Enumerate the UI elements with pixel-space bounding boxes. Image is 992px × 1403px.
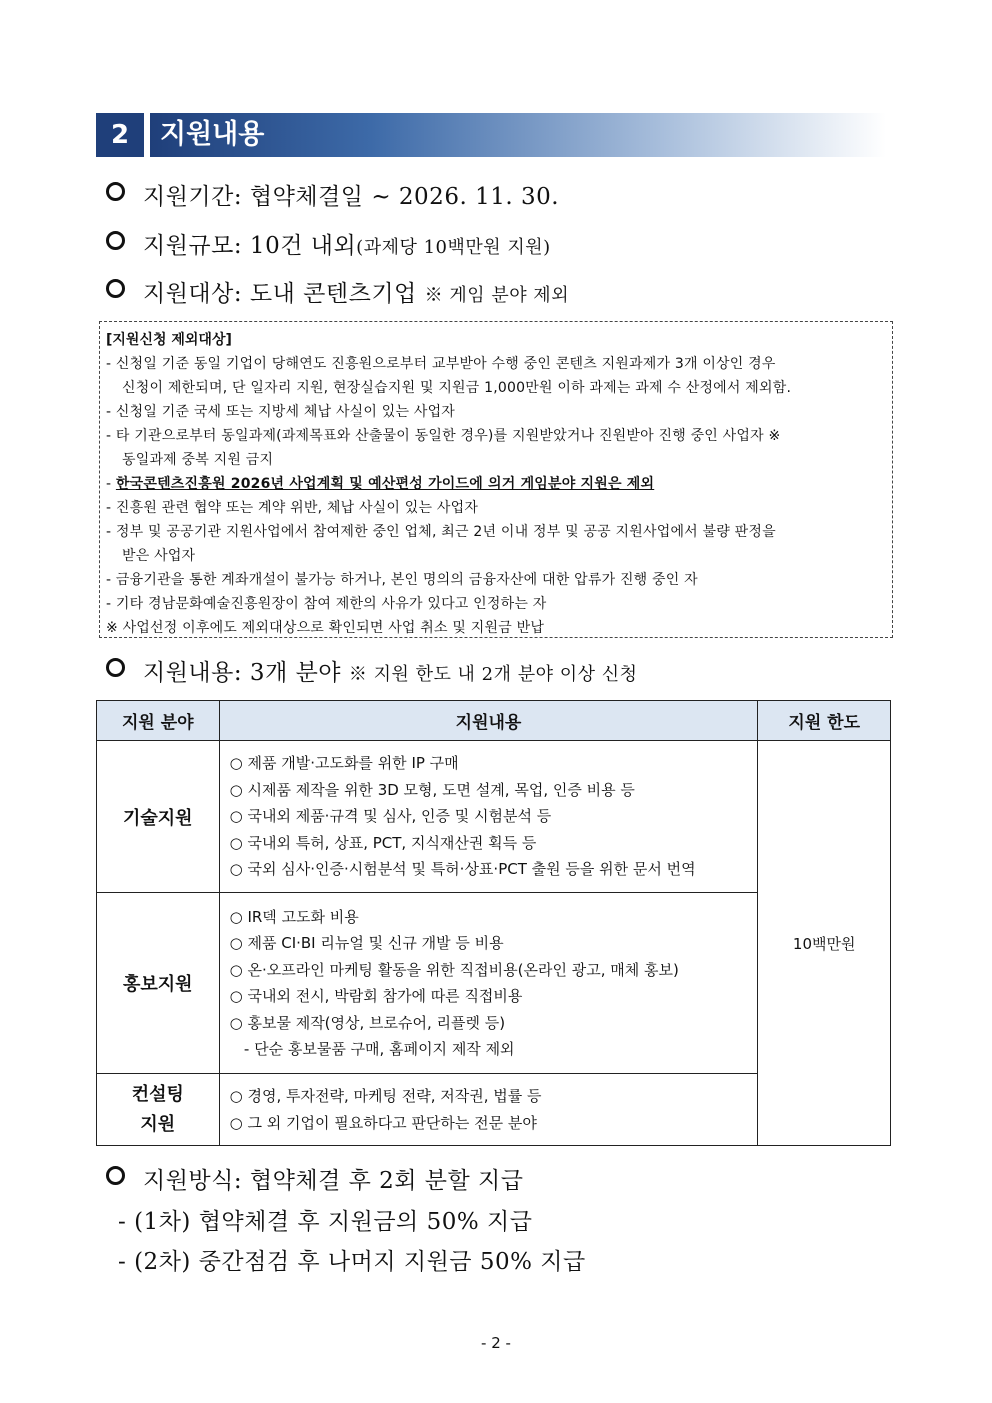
circle-bullet-icon <box>106 231 125 250</box>
bullet-content <box>106 654 638 687</box>
scale-text: 지원규모: 10건 내외 <box>143 233 357 259</box>
support-limit: 10백만원 <box>758 741 891 1146</box>
category-line: 컨설팅 <box>131 1083 184 1105</box>
category-tech: 기술지원 <box>97 741 220 893</box>
category-line: 지원 <box>140 1113 176 1135</box>
bullet-method <box>106 1162 524 1195</box>
items-consulting <box>219 1074 758 1146</box>
header-category: 지원 분야 <box>97 701 220 741</box>
content-note: ※ 지원 한도 내 2개 분야 이상 신청 <box>348 664 638 685</box>
exclusion-line: - 금융기관을 통한 계좌개설이 불가능 하거나, 본인 명의의 금융자산에 대한 압류가 진행 중인 자 <box>106 572 698 588</box>
bullet-scale <box>106 227 551 260</box>
list-item: ○ 국내외 특허, 상표, PCT, 지식재산권 획득 등 <box>229 833 537 852</box>
header-limit: 지원 한도 <box>758 701 891 741</box>
exclusion-line: 신청이 제한되며, 단 일자리 지원, 현장실습지원 및 지원금 1,000만원 이하 과제는 과제 수 산정에서 제외함. <box>122 380 792 396</box>
support-table <box>96 700 891 1146</box>
exclusion-line: - 신청일 기준 국세 또는 지방세 체납 사실이 있는 사업자 <box>106 404 456 420</box>
items-promo <box>219 893 758 1074</box>
bullet-period <box>106 178 559 211</box>
list-item: ○ 홍보물 제작(영상, 브로슈어, 리플렛 등) <box>229 1013 506 1032</box>
exclusion-line: - 타 기관으로부터 동일과제(과제목표와 산출물이 동일한 경우)를 지원받았거나 진원받아 진행 중인 사업자 ※ <box>106 428 781 444</box>
items-tech <box>219 741 758 893</box>
exclusion-line: - 기타 경남문화예술진흥원장이 참여 제한의 사유가 있다고 인정하는 자 <box>106 596 547 612</box>
circle-bullet-icon <box>106 182 125 201</box>
exclusion-line: ※ 사업선정 이후에도 제외대상으로 확인되면 사업 취소 및 지원금 반납 <box>106 620 545 636</box>
exclusion-line: 동일과제 중복 지원 금지 <box>122 452 274 468</box>
list-item: ○ 시제품 제작을 위한 3D 모형, 도면 설계, 목업, 인증 비용 등 <box>229 780 635 799</box>
target-text: 지원대상: 도내 콘텐츠기업 <box>143 281 417 307</box>
payment-step-2: - (2차) 중간점검 후 나머지 지원금 50% 지급 <box>118 1249 586 1275</box>
list-item: ○ IR덱 고도화 비용 <box>229 907 359 926</box>
exclusion-line: - 정부 및 공공기관 지원사업에서 참여제한 중인 업체, 최근 2년 이내 정부 및 공공 지원사업에서 불량 판정을 <box>106 524 776 540</box>
payment-step-1: - (1차) 협약체결 후 지원금의 50% 지급 <box>118 1209 533 1235</box>
exclusion-line: - 신청일 기준 동일 기업이 당해연도 진흥원으로부터 교부받아 수행 중인 콘텐츠 지원과제가 3개 이상인 경우 <box>106 356 776 372</box>
scale-note: (과제당 10백만원 지원) <box>356 237 551 258</box>
section-number: 2 <box>96 113 144 157</box>
circle-bullet-icon <box>106 658 125 677</box>
list-item: ○ 제품 개발·고도화를 위한 IP 구매 <box>229 754 459 773</box>
page-number: - 2 - <box>481 1334 511 1352</box>
category-promo: 홍보지원 <box>97 893 220 1074</box>
category-consulting <box>97 1074 220 1146</box>
list-item: ○ 국내외 전시, 박람회 참가에 따른 직접비용 <box>229 987 523 1005</box>
method-text: 지원방식: 협약체결 후 2회 분할 지급 <box>143 1168 524 1194</box>
exclusion-line: - 진흥원 관련 협약 또는 계약 위반, 체납 사실이 있는 사업자 <box>106 500 479 516</box>
period-text: 지원기간: 협약체결일 ~ 2026. 11. 30. <box>143 184 560 210</box>
circle-bullet-icon <box>106 279 125 298</box>
section-heading <box>96 113 886 157</box>
list-item: ○ 경영, 투자전략, 마케팅 전략, 저작권, 법률 등 <box>229 1087 542 1105</box>
target-note: ※ 게임 분야 제외 <box>424 285 570 306</box>
list-item: - 단순 홍보물품 구매, 홈페이지 제작 제외 <box>229 1040 515 1058</box>
list-item: ○ 제품 CI·BI 리뉴얼 및 신규 개발 등 비용 <box>229 934 504 952</box>
list-item: ○ 온·오프라인 마케팅 활동을 위한 직접비용(온라인 광고, 매체 홍보) <box>229 960 679 979</box>
dash: - <box>106 476 116 492</box>
header-content: 지원내용 <box>219 701 758 741</box>
section-title: 지원내용 <box>150 113 886 157</box>
bullet-target <box>106 275 569 308</box>
list-item: ○ 국외 심사·인증·시험분석 및 특허·상표·PCT 출원 등을 위한 문서 번역 <box>229 860 696 879</box>
content-text: 지원내용: 3개 분야 <box>143 660 342 686</box>
table-row <box>97 741 891 893</box>
list-item: ○ 그 외 기업이 필요하다고 판단하는 전문 분야 <box>229 1113 537 1132</box>
exclusion-title: [지원신청 제외대상] <box>106 332 232 348</box>
table-header-row <box>97 701 891 741</box>
exclusion-line-highlight <box>106 472 886 496</box>
exclusion-box <box>99 321 893 638</box>
exclusion-line: 받은 사업자 <box>122 548 196 564</box>
highlight-text: 한국콘텐츠진흥원 2026년 사업계획 및 예산편성 가이드에 의거 게임분야 지원은 제외 <box>115 476 655 492</box>
list-item: ○ 국내외 제품·규격 및 심사, 인증 및 시험분석 등 <box>229 807 552 826</box>
circle-bullet-icon <box>106 1166 125 1185</box>
